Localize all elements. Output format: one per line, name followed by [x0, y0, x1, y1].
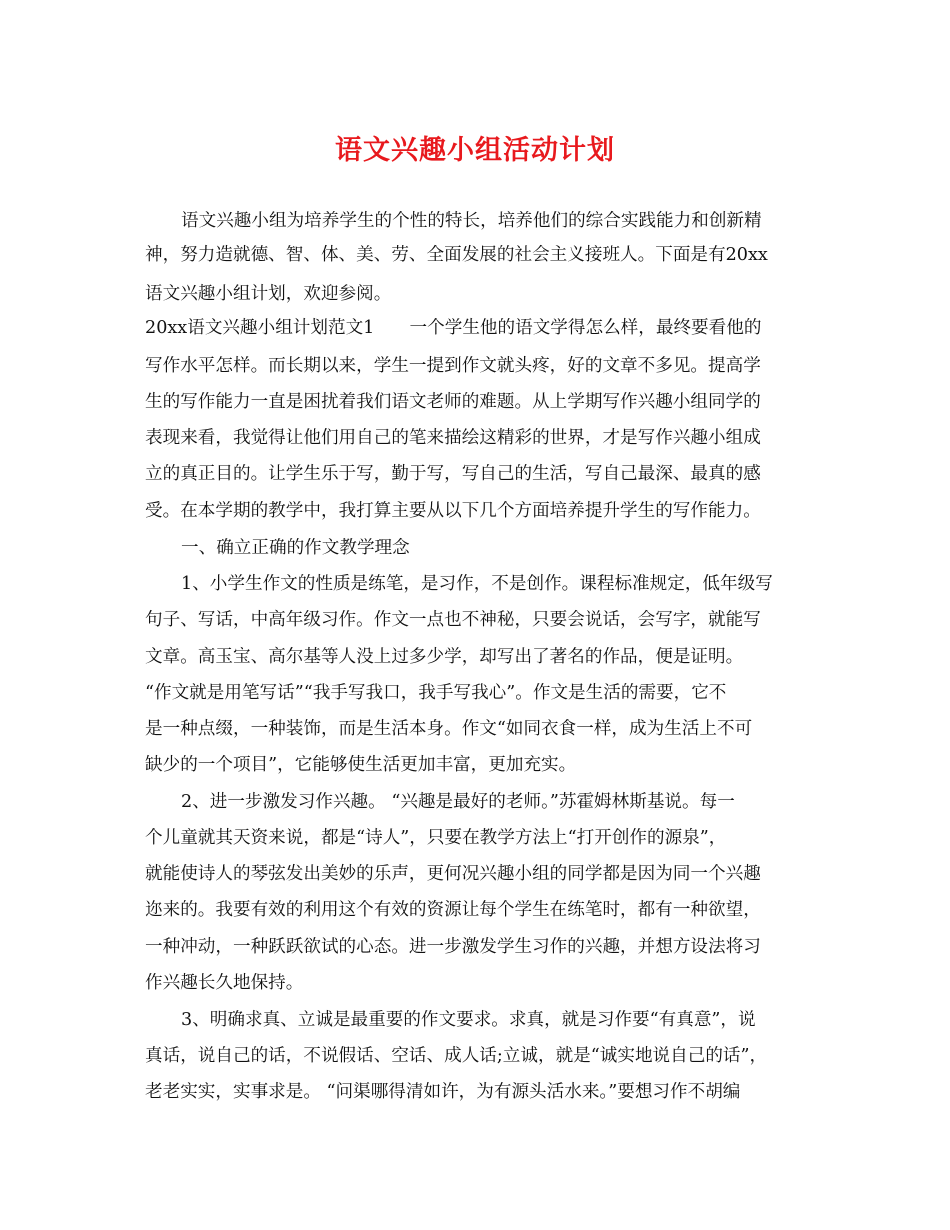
- text-line: 2、进一步激发习作兴趣。 “兴趣是最好的老师。”苏霍姆林斯基说。每一: [181, 792, 735, 812]
- text-line: 语文兴趣小组为培养学生的个性的特长，培养他们的综合实践能力和创新精: [181, 211, 762, 231]
- text-line: 作兴趣长久地保持。: [145, 973, 304, 993]
- text-line: 神，努力造就德、智、体、美、劳、全面发展的社会主义接班人。下面是有20xx: [145, 245, 768, 265]
- text-line: 是一种点缀，一种装饰，而是生活本身。作文“如同衣食一样，成为生活上不可: [145, 719, 753, 739]
- text-line: 表现来看，我觉得让他们用自己的笔来描绘这精彩的世界，才是写作兴趣小组成: [145, 428, 761, 448]
- text-line: 写作水平怎样。而长期以来，学生一提到作文就头疼，好的文章不多见。提高学: [145, 356, 761, 376]
- text-line: “作文就是用笔写话”“我手写我口，我手写我心”。作文是生活的需要，它不: [145, 683, 727, 703]
- text-line: 语文兴趣小组计划，欢迎参阅。: [145, 284, 392, 304]
- text-line: 就能使诗人的琴弦发出美妙的乐声，更何况兴趣小组的同学都是因为同一个兴趣: [145, 864, 761, 884]
- text-line: 3、明确求真、立诚是最重要的作文要求。求真，就是习作要“有真意”，说: [181, 1010, 756, 1030]
- text-line: 真话，说自己的话，不说假话、空话、成人话;立诚，就是“诚实地说自己的话”，: [145, 1046, 768, 1066]
- text-line: 个儿童就其天资来说，都是“诗人”，只要在教学方法上“打开创作的源泉”，: [145, 828, 727, 848]
- text-line: 句子、写话，中高年级习作。作文一点也不神秘，只要会说话，会写字，就能写: [145, 610, 761, 630]
- text-line: 生的写作能力一直是困扰着我们语文老师的难题。从上学期写作兴趣小组同学的: [145, 392, 761, 412]
- text-line: 受。在本学期的教学中，我打算主要从以下几个方面培养提升学生的写作能力。: [145, 501, 761, 521]
- text-line: 老老实实，实事求是。 “问渠哪得清如许，为有源头活水来。”要想习作不胡编: [145, 1082, 741, 1102]
- section-heading: 一、确立正确的作文教学理念: [181, 538, 410, 558]
- text-line: 文章。高玉宝、高尔基等人没上过多少学，却写出了著名的作品，便是证明。: [145, 647, 744, 667]
- text-line: 缺少的一个项目”，它能够使生活更加丰富，更加充实。: [145, 755, 577, 775]
- text-line: 1、小学生作文的性质是练笔，是习作，不是创作。课程标准规定，低年级写: [181, 574, 773, 594]
- text-line: 迩来的。我要有效的利用这个有效的资源让每个学生在练笔时，都有一种欲望，: [145, 900, 761, 920]
- text-line: 立的真正目的。让学生乐于写，勤于写，写自己的生活，写自己最深、最真的感: [145, 464, 761, 484]
- text-line: 20xx语文兴趣小组计划范文1 一个学生他的语文学得怎么样，最终要看他的: [145, 318, 762, 338]
- document-title: 语文兴趣小组活动计划: [335, 135, 615, 166]
- text-line: 一种冲动，一种跃跃欲试的心态。进一步激发学生习作的兴趣，并想方设法将习: [145, 937, 761, 957]
